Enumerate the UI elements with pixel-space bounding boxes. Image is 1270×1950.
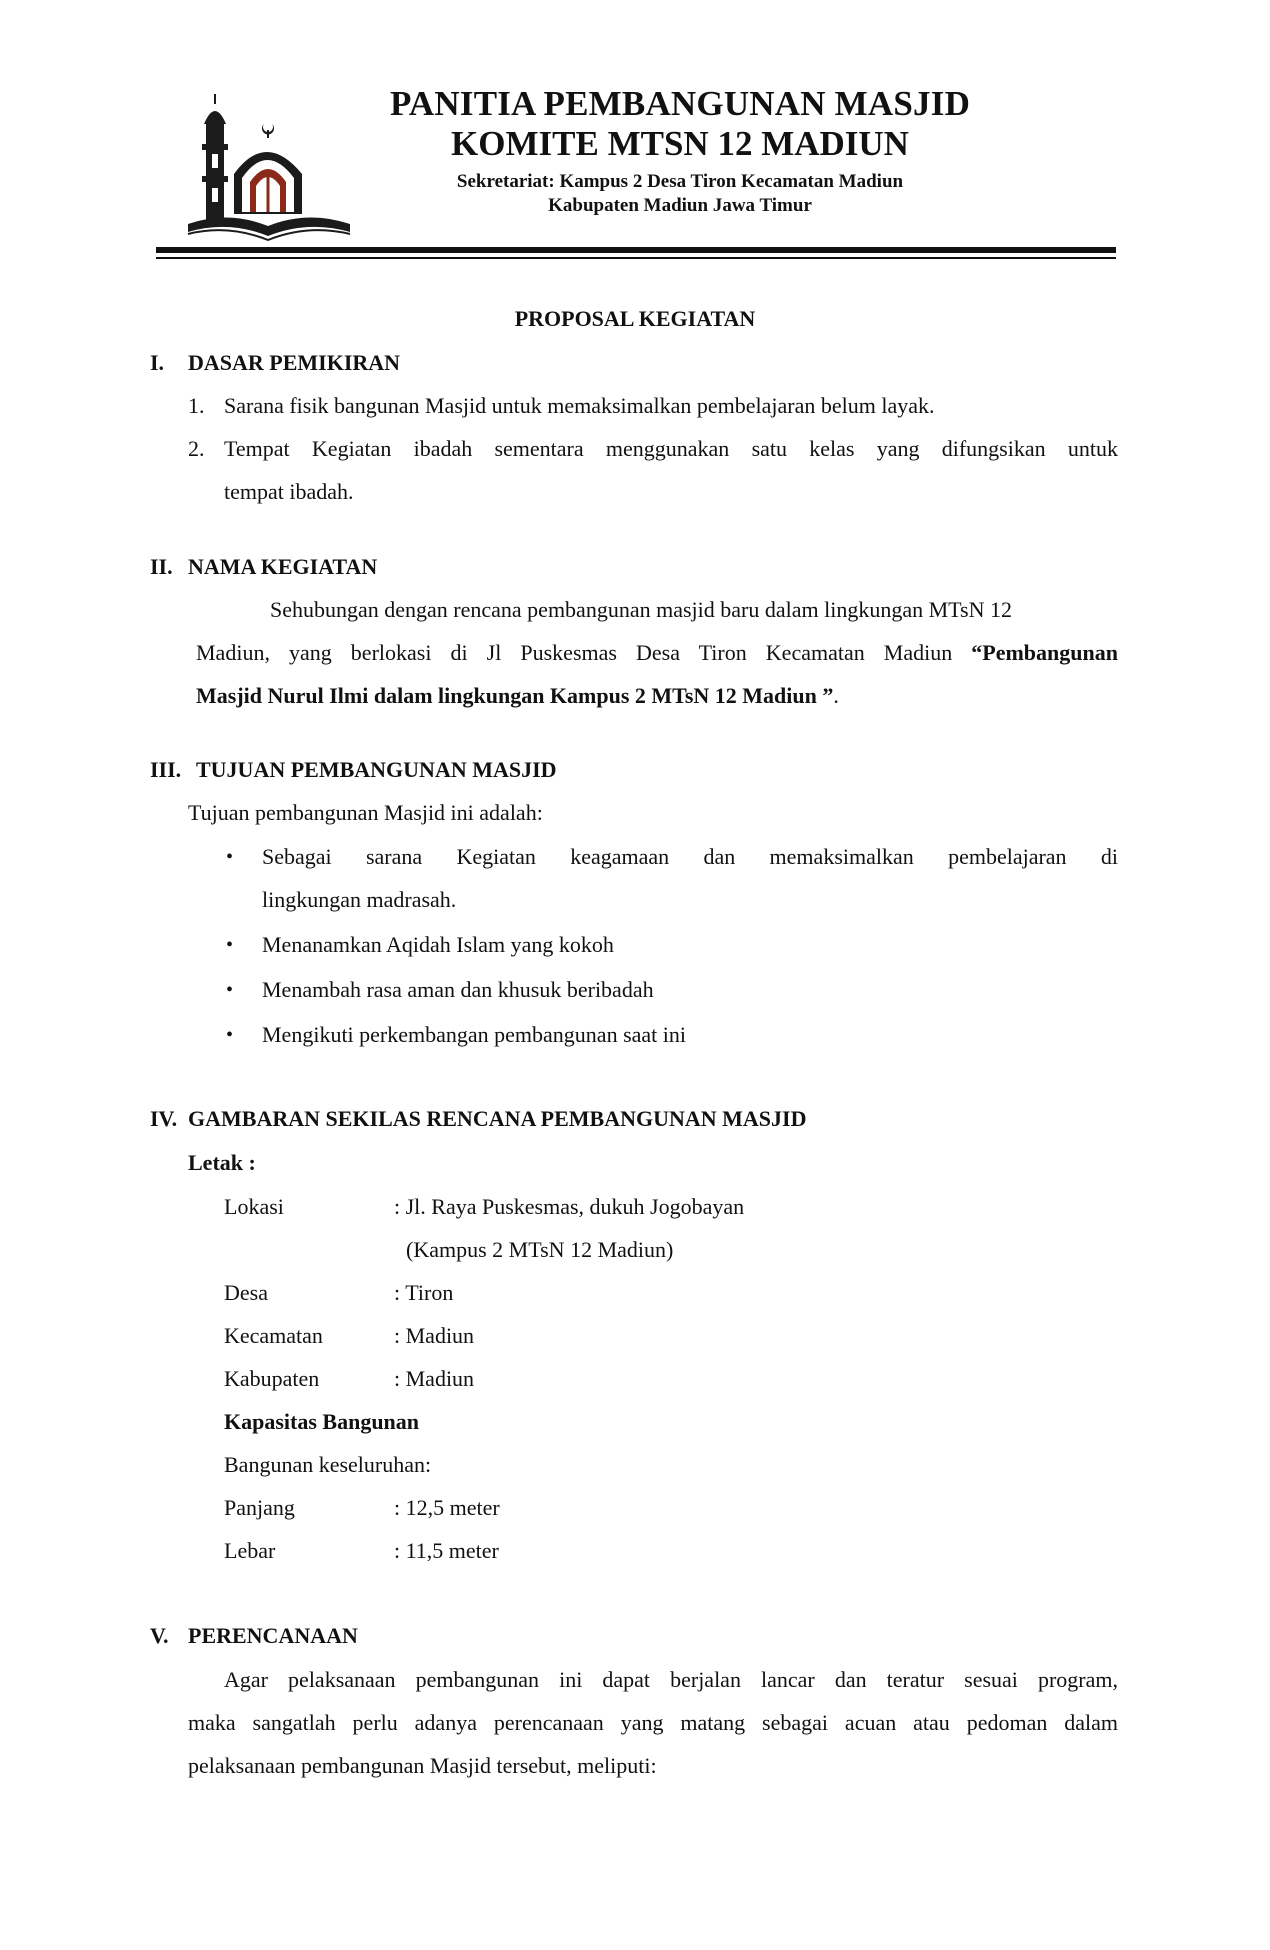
section-3-intro: Tujuan pembangunan Masjid ini adalah: <box>188 800 543 825</box>
lokasi-label: Lokasi <box>224 1194 284 1219</box>
building-overall-label: Bangunan keseluruhan: <box>224 1452 432 1477</box>
section-5-number: V. <box>150 1623 169 1648</box>
letterhead <box>360 84 1000 218</box>
bullet-icon: • <box>226 934 234 956</box>
kabupaten-label: Kabupaten <box>224 1366 320 1391</box>
section-5-heading: PERENCANAAN <box>188 1623 358 1648</box>
document-title: PROPOSAL KEGIATAN <box>514 306 756 331</box>
letterhead-divider-thin <box>156 257 1116 259</box>
section-3-bullet-1-line-2: lingkungan madrasah. <box>262 887 457 912</box>
section-4-number: IV. <box>150 1106 178 1131</box>
section-1-item-1-number: 1. <box>188 393 205 418</box>
section-3-bullet-4: Mengikuti perkembangan pembangunan saat ini <box>262 1022 686 1047</box>
section-2-line-3 <box>196 681 839 711</box>
letterhead-address: Sekretariat: Kampus 2 Desa Tiron Kecamatan Madiun <box>456 171 904 192</box>
lokasi-value-2: (Kampus 2 MTsN 12 Madiun) <box>406 1237 674 1262</box>
section-3-heading: TUJUAN PEMBANGUNAN MASJID <box>196 757 557 782</box>
section-4-heading: GAMBARAN SEKILAS RENCANA PEMBANGUNAN MASJID <box>188 1106 807 1131</box>
section-5-line-2: maka sangatlah perlu adanya perencanaan yang matang sebagai acuan atau pedoman dalam <box>188 1710 1118 1735</box>
section-1-item-1-text: Sarana fisik bangunan Masjid untuk memaksimalkan pembelajaran belum layak. <box>224 393 935 418</box>
lokasi-value: : Jl. Raya Puskesmas, dukuh Jogobayan <box>394 1194 745 1219</box>
bullet-icon: • <box>226 979 234 1001</box>
section-2-line-2 <box>196 638 1118 668</box>
section-2-line-2-text: Madiun, yang berlokasi di Jl Puskesmas Desa Tiron Kecamatan Madiun <box>196 640 972 665</box>
letterhead-region: Kabupaten Madiun Jawa Timur <box>548 195 812 216</box>
section-1-number: I. <box>150 350 165 375</box>
panjang-label: Panjang <box>224 1495 295 1520</box>
section-2-period: . <box>833 683 839 708</box>
section-1-item-2-number: 2. <box>188 436 205 461</box>
section-5-line-3: pelaksanaan pembangunan Masjid tersebut, meliputi: <box>188 1753 657 1778</box>
bullet-icon: • <box>226 846 234 868</box>
mosque-logo <box>168 84 358 244</box>
section-1-heading: DASAR PEMIKIRAN <box>188 350 401 375</box>
kecamatan-label: Kecamatan <box>224 1323 323 1348</box>
section-1-item-2-line-2: tempat ibadah. <box>224 479 354 504</box>
section-2-activity-name-start: “Pembangunan <box>971 640 1118 665</box>
section-2-line-1: Sehubungan dengan rencana pembangunan masjid baru dalam lingkungan MTsN 12 <box>270 597 1012 622</box>
kabupaten-value: : Madiun <box>394 1366 475 1391</box>
section-1-item-2-line-1: Tempat Kegiatan ibadah sementara menggunakan satu kelas yang difungsikan untuk <box>224 436 1118 461</box>
section-2-activity-name-end: Masjid Nurul Ilmi dalam lingkungan Kampus 2 MTsN 12 Madiun ” <box>196 683 834 708</box>
letterhead-org-name: PANITIA PEMBANGUNAN MASJID <box>389 84 971 123</box>
section-3-bullet-3: Menambah rasa aman dan khusuk beribadah <box>262 977 654 1002</box>
lebar-value: : 11,5 meter <box>394 1538 499 1563</box>
lebar-label: Lebar <box>224 1538 276 1563</box>
capacity-heading: Kapasitas Bangunan <box>224 1409 420 1434</box>
section-2-number: II. <box>150 554 173 579</box>
section-3-bullet-1-line-1: Sebagai sarana Kegiatan keagamaan dan memaksimalkan pembelajaran di <box>262 844 1118 869</box>
bullet-icon: • <box>226 1024 234 1046</box>
kecamatan-value: : Madiun <box>394 1323 475 1348</box>
letterhead-committee: KOMITE MTSN 12 MADIUN <box>451 124 909 163</box>
section-4-location-label: Letak : <box>188 1150 256 1175</box>
desa-value: : Tiron <box>394 1280 454 1305</box>
section-5-line-1: Agar pelaksanaan pembangunan ini dapat berjalan lancar dan teratur sesuai program, <box>224 1667 1118 1692</box>
section-3-number: III. <box>150 757 182 782</box>
desa-label: Desa <box>224 1280 268 1305</box>
letterhead-divider-thick <box>156 247 1116 253</box>
section-2-heading: NAMA KEGIATAN <box>188 554 378 579</box>
section-3-bullet-2: Menanamkan Aqidah Islam yang kokoh <box>262 932 614 957</box>
panjang-value: : 12,5 meter <box>394 1495 500 1520</box>
